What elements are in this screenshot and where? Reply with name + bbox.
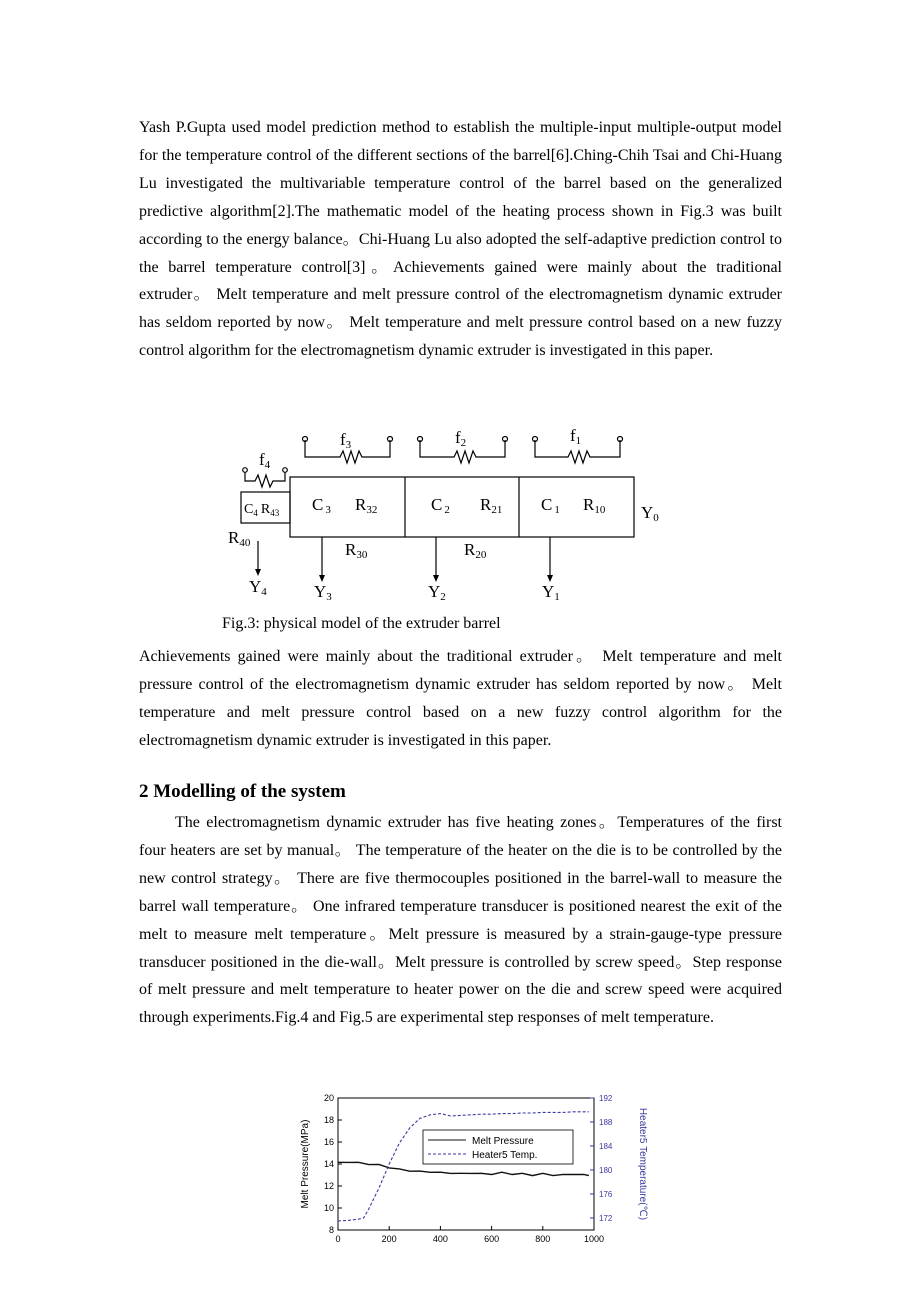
y-tick-label: 20	[323, 1093, 334, 1103]
y2-tick-label: 176	[599, 1190, 613, 1199]
label-y4: Y4	[249, 577, 267, 598]
label-c3: C 3	[312, 495, 331, 516]
label-c4-r43: $C_4$ $R_{43}$	[244, 502, 280, 518]
y-tick-label: 10	[323, 1203, 334, 1213]
y-tick-label: 8	[328, 1225, 334, 1235]
label-c1: C 1	[541, 495, 560, 516]
label-f1: f1	[570, 426, 582, 447]
legend-label-temp: Heater5 Temp.	[472, 1150, 538, 1161]
y-tick-label: 16	[323, 1137, 334, 1147]
label-r40: R40	[228, 528, 251, 549]
y-axis-title: Melt Pressure(MPa)	[300, 1119, 311, 1209]
legend	[423, 1130, 573, 1164]
y2-tick-label: 192	[599, 1094, 613, 1103]
x-tick-label: 0	[335, 1234, 341, 1244]
after-figure-paragraph: Achievements gained were mainly about the traditional extruder。 Melt temperature and melt pressure control of the electromagnetism dynamic extruder has seldom reported by now。 Melt temperature and melt pressure control based on a new fuzzy control algorithm for the electromagnetism dynamic extruder is investigated in this paper.	[139, 648, 782, 749]
label-f3: f3	[340, 430, 352, 451]
x-tick-label: 800	[535, 1234, 551, 1244]
label-y0: Y0	[641, 503, 659, 524]
label-r20: R20	[464, 540, 487, 561]
y2-tick-label: 180	[599, 1166, 613, 1175]
label-c2: C 2	[431, 495, 450, 516]
x-tick-label: 1000	[583, 1234, 605, 1244]
y2-tick-label: 188	[599, 1118, 613, 1127]
section-heading: 2 Modelling of the system	[139, 781, 346, 802]
y2-tick-label: 172	[599, 1214, 613, 1223]
label-r32: R32	[355, 495, 378, 516]
fig3-caption: Fig.3: physical model of the extruder barrel	[222, 615, 501, 632]
intro-paragraph: Yash P.Gupta used model prediction method to establish the multiple-input multiple-output model for the temperature control of the different sections of the barrel[6].Ching-Chih Tsai and Chi-Huang Lu investigated the multivariable temperature control of the barrel based on the generalized predictive algorithm[2].The mathematic model of the heating process shown in Fig.3 was built according to the energy balance。Chi-Huang Lu also adopted the self-adaptive prediction control to the barrel temperature control[3]。Achievements gained were mainly about the traditional extruder。 Melt temperature and melt pressure control of the electromagnetism dynamic extruder has seldom reported by now。 Melt temperature and melt pressure control based on a new fuzzy control algorithm for the electromagnetism dynamic extruder is investigated in this paper.	[139, 119, 782, 360]
section2-paragraph: The electromagnetism dynamic extruder has five heating zones。Temperatures of the first four heaters are set by manual。 The temperature of the heater on the die is to be controlled by the new control strategy。 There are five thermocouples positioned in the barrel-wall to measure the barrel wall temperature。 One infrared temperature transducer is positioned nearest the exit of the melt to measure melt temperature。Melt pressure is measured by a strain-gauge-type pressure transducer positioned in the die-wall。Melt pressure is controlled by screw speed。Step response of melt pressure and melt temperature to heater power on the die and screw speed were acquired through experiments.Fig.4 and Fig.5 are experimental step responses of melt temperature.	[139, 814, 783, 1027]
label-r21: R21	[480, 495, 503, 516]
label-f4: f4	[259, 450, 271, 471]
x-tick-label: 600	[484, 1234, 500, 1244]
y-tick-label: 18	[323, 1115, 334, 1125]
y2-axis-title: Heater5 Temperature(℃)	[637, 1107, 648, 1221]
step-response-chart	[290, 1088, 690, 1248]
y2-tick-label: 184	[599, 1142, 613, 1151]
label-f2: f2	[455, 428, 467, 449]
fig3-diagram	[0, 425, 920, 615]
y-tick-label: 12	[323, 1181, 334, 1191]
legend-label-pressure: Melt Pressure	[472, 1136, 534, 1147]
series-heater5-temp	[338, 1112, 589, 1221]
label-r30: R30	[345, 540, 368, 561]
y-tick-label: 14	[323, 1159, 334, 1169]
label-r10: R10	[583, 495, 606, 516]
x-tick-label: 200	[381, 1234, 397, 1244]
label-y3: Y3	[314, 582, 332, 603]
x-tick-label: 400	[432, 1234, 448, 1244]
label-y2: Y2	[428, 582, 446, 603]
label-y1: Y1	[542, 582, 560, 603]
